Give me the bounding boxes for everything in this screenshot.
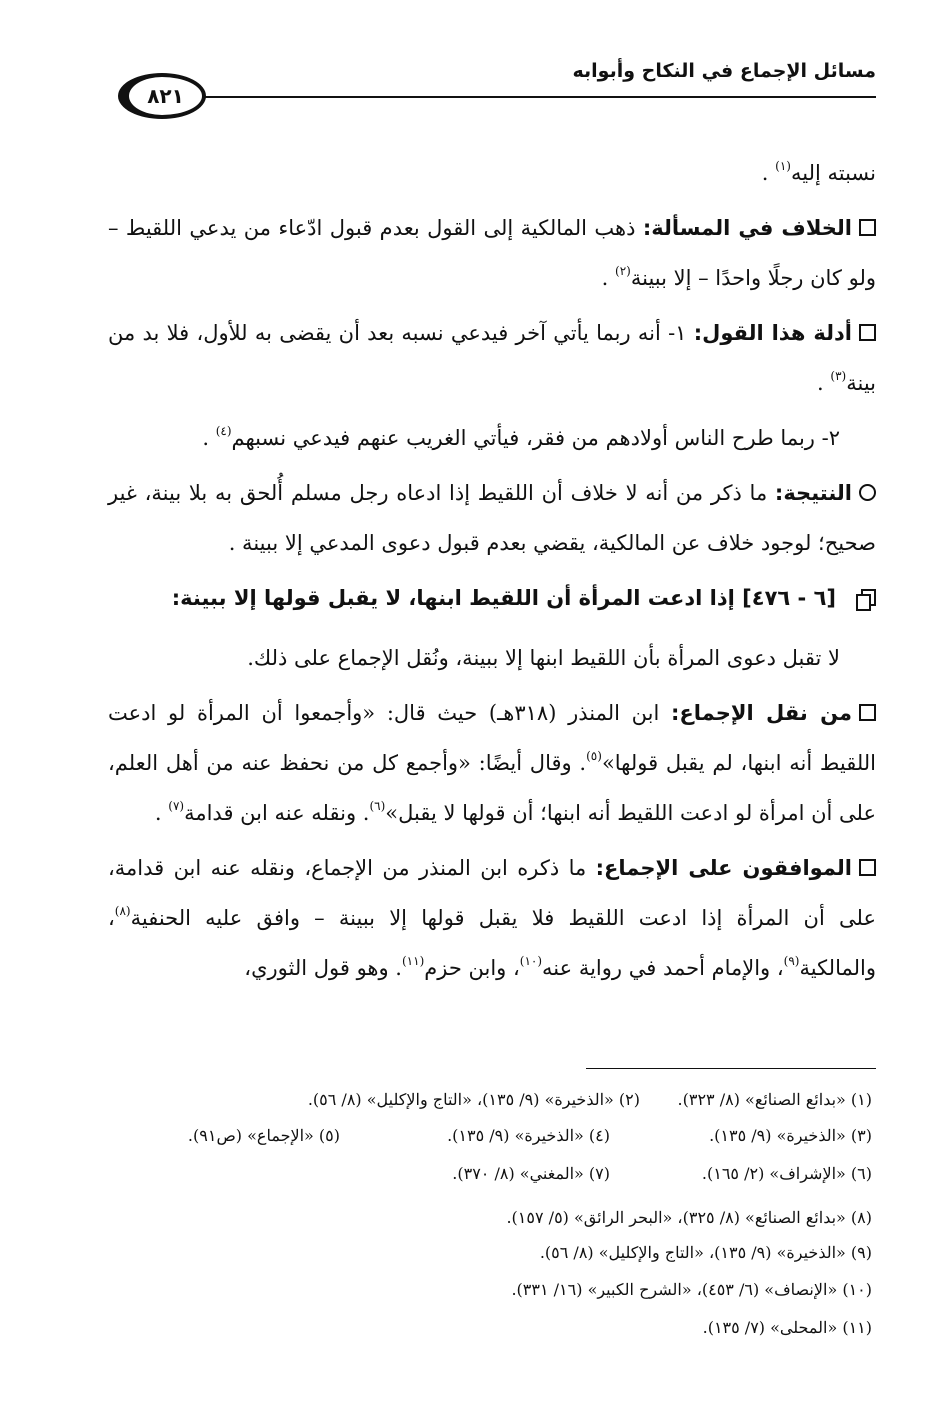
paragraph-disagreement bbox=[108, 203, 876, 303]
punct: . bbox=[817, 371, 831, 395]
footnote-10: (١٠) «الإنصاف» (٦/ ٤٥٣)، «الشرح الكبير» (١٦/ ٣٣١). bbox=[511, 1280, 872, 1299]
paragraph-evidence bbox=[108, 308, 876, 408]
footnote-ref: (٩) bbox=[783, 954, 800, 968]
footnote-11: (١١) «المحلى» (٧/ ١٣٥). bbox=[702, 1318, 872, 1337]
paragraph-text: لا تقبل دعوى المرأة بأن اللقيط ابنها إلا ببينة، ونُقل الإجماع على ذلك. bbox=[247, 646, 840, 670]
paragraph-text: ما ذكره ابن المنذر من الإجماع، ونقله عنه ابن قدامة، على أن المرأة إذا ادعت اللقيط فلا يقبل قولها إلا ببينة – وافق عليه الحنفية bbox=[108, 856, 876, 930]
square-bullet-icon bbox=[859, 859, 876, 876]
footnote-4: (٤) «الذخيرة» (٩/ ١٣٥). bbox=[447, 1126, 610, 1145]
running-header-title: مسائل الإجماع في النكاح وأبوابه bbox=[572, 60, 876, 82]
footnote-ref: (٨) bbox=[114, 904, 131, 918]
paragraph-evidence-2 bbox=[108, 413, 876, 463]
circle-bullet-icon bbox=[859, 484, 876, 501]
punct: . bbox=[761, 161, 776, 185]
paragraph-label: النتيجة: bbox=[774, 481, 852, 505]
footnote-ref: (٧) bbox=[168, 799, 185, 813]
paragraph-statement bbox=[108, 633, 876, 683]
paragraph-text: ، والمالكية bbox=[108, 906, 876, 980]
footnote-ref: (٦) bbox=[369, 799, 386, 813]
paragraph-label: الخلاف في المسألة: bbox=[642, 216, 852, 240]
paragraph-text: . وقال أيضًا: «وأجمع كل من نحفظ عنه من أهل العلم، على أن امرأة لو ادعت اللقيط أنه ابنها؛ أن قولها لا يقبل» bbox=[108, 751, 876, 825]
header-rule bbox=[205, 96, 876, 98]
footnote-8: (٨) «بدائع الصنائع» (٨/ ٣٢٥)، «البحر الرائق» (٥/ ١٥٧). bbox=[506, 1208, 872, 1227]
paragraph-label: الموافقون على الإجماع: bbox=[595, 856, 853, 880]
paragraph-label: أدلة هذا القول: bbox=[693, 321, 852, 345]
paragraph-text: ابن المنذر (٣١٨هـ) حيث قال: «وأجمعوا أن المرأة لو ادعت اللقيط أنه ابنها، لم يقبل قولها» bbox=[108, 701, 877, 775]
punct: . bbox=[154, 801, 169, 825]
paragraph-text: . وهو قول الثوري، bbox=[244, 956, 402, 980]
footnote-ref: (٣) bbox=[830, 369, 847, 383]
section-heading-text: [٦ - ٤٧٦] إذا ادعت المرأة أن اللقيط ابنها، لا يقبل قولها إلا ببينة: bbox=[171, 586, 836, 610]
footnote-ref: (٥) bbox=[586, 749, 602, 763]
stacked-pages-icon bbox=[856, 589, 876, 609]
footnote-9: (٩) «الذخيرة» (٩/ ١٣٥)، «التاج والإكليل» (٨/ ٥٦). bbox=[539, 1243, 872, 1262]
footnote-5: (٥) «الإجماع» (ص٩١). bbox=[187, 1126, 340, 1145]
footnote-2: (٢) «الذخيرة» (٩/ ١٣٥)، «التاج والإكليل» (٨/ ٥٦). bbox=[307, 1090, 640, 1109]
paragraph-text: ، والإمام أحمد في رواية عنه bbox=[542, 956, 784, 980]
paragraph-transmitters bbox=[108, 688, 876, 838]
paragraph-result bbox=[108, 468, 876, 568]
paragraph-1 bbox=[108, 148, 876, 198]
footnote-ref: (١١) bbox=[401, 954, 425, 968]
paragraph-text: نسبته إليه bbox=[790, 161, 876, 185]
footnote-ref: (١٠) bbox=[519, 954, 543, 968]
square-bullet-icon bbox=[859, 704, 876, 721]
paragraph-text: ذهب المالكية إلى القول بعدم قبول ادّعاء من يدعي اللقيط – ولو كان رجلًا واحدًا – إلا ببينة bbox=[108, 216, 876, 290]
paragraph-text: . ونقله عنه ابن قدامة bbox=[184, 801, 370, 825]
paragraph-text: ١- أنه ربما يأتي آخر فيدعي نسبه بعد أن يقضى به للأول، فلا بد من بينة bbox=[108, 321, 876, 395]
footnote-1: (١) «بدائع الصنائع» (٨/ ٣٢٣). bbox=[677, 1090, 872, 1109]
paragraph-text: ، وابن حزم bbox=[424, 956, 520, 980]
body-text bbox=[108, 148, 876, 998]
footnote-ref: (١) bbox=[775, 159, 791, 173]
footnote-ref: (٤) bbox=[215, 424, 232, 438]
footnote-ref: (٢) bbox=[615, 264, 631, 278]
footnote-separator bbox=[586, 1068, 876, 1069]
paragraph-text: ما ذكر من أنه لا خلاف أن اللقيط إذا ادعاه رجل مسلم أُلحق به بلا بينة، غير صحيح؛ لوجود خلاف عن المالكية، يقضي بعدم قبول دعوى المدعي إلا ببينة . bbox=[108, 481, 876, 555]
footnote-7: (٧) «المغني» (٨/ ٣٧٠). bbox=[452, 1164, 610, 1183]
paragraph-label: من نقل الإجماع: bbox=[671, 701, 852, 725]
page-number-badge bbox=[118, 73, 206, 119]
paragraph-agreeing bbox=[108, 843, 876, 993]
square-bullet-icon bbox=[859, 219, 876, 236]
punct: . bbox=[601, 266, 616, 290]
punct: . bbox=[202, 426, 216, 450]
footnote-3: (٣) «الذخيرة» (٩/ ١٣٥). bbox=[709, 1126, 872, 1145]
page-number: ٨٢١ bbox=[147, 84, 184, 108]
square-bullet-icon bbox=[859, 324, 876, 341]
section-heading bbox=[108, 573, 876, 623]
paragraph-text: ٢- ربما طرح الناس أولادهم من فقر، فيأتي الغريب عنهم فيدعي نسبهم bbox=[231, 426, 840, 450]
footnote-6: (٦) «الإشراف» (٢/ ١٦٥). bbox=[701, 1164, 872, 1183]
